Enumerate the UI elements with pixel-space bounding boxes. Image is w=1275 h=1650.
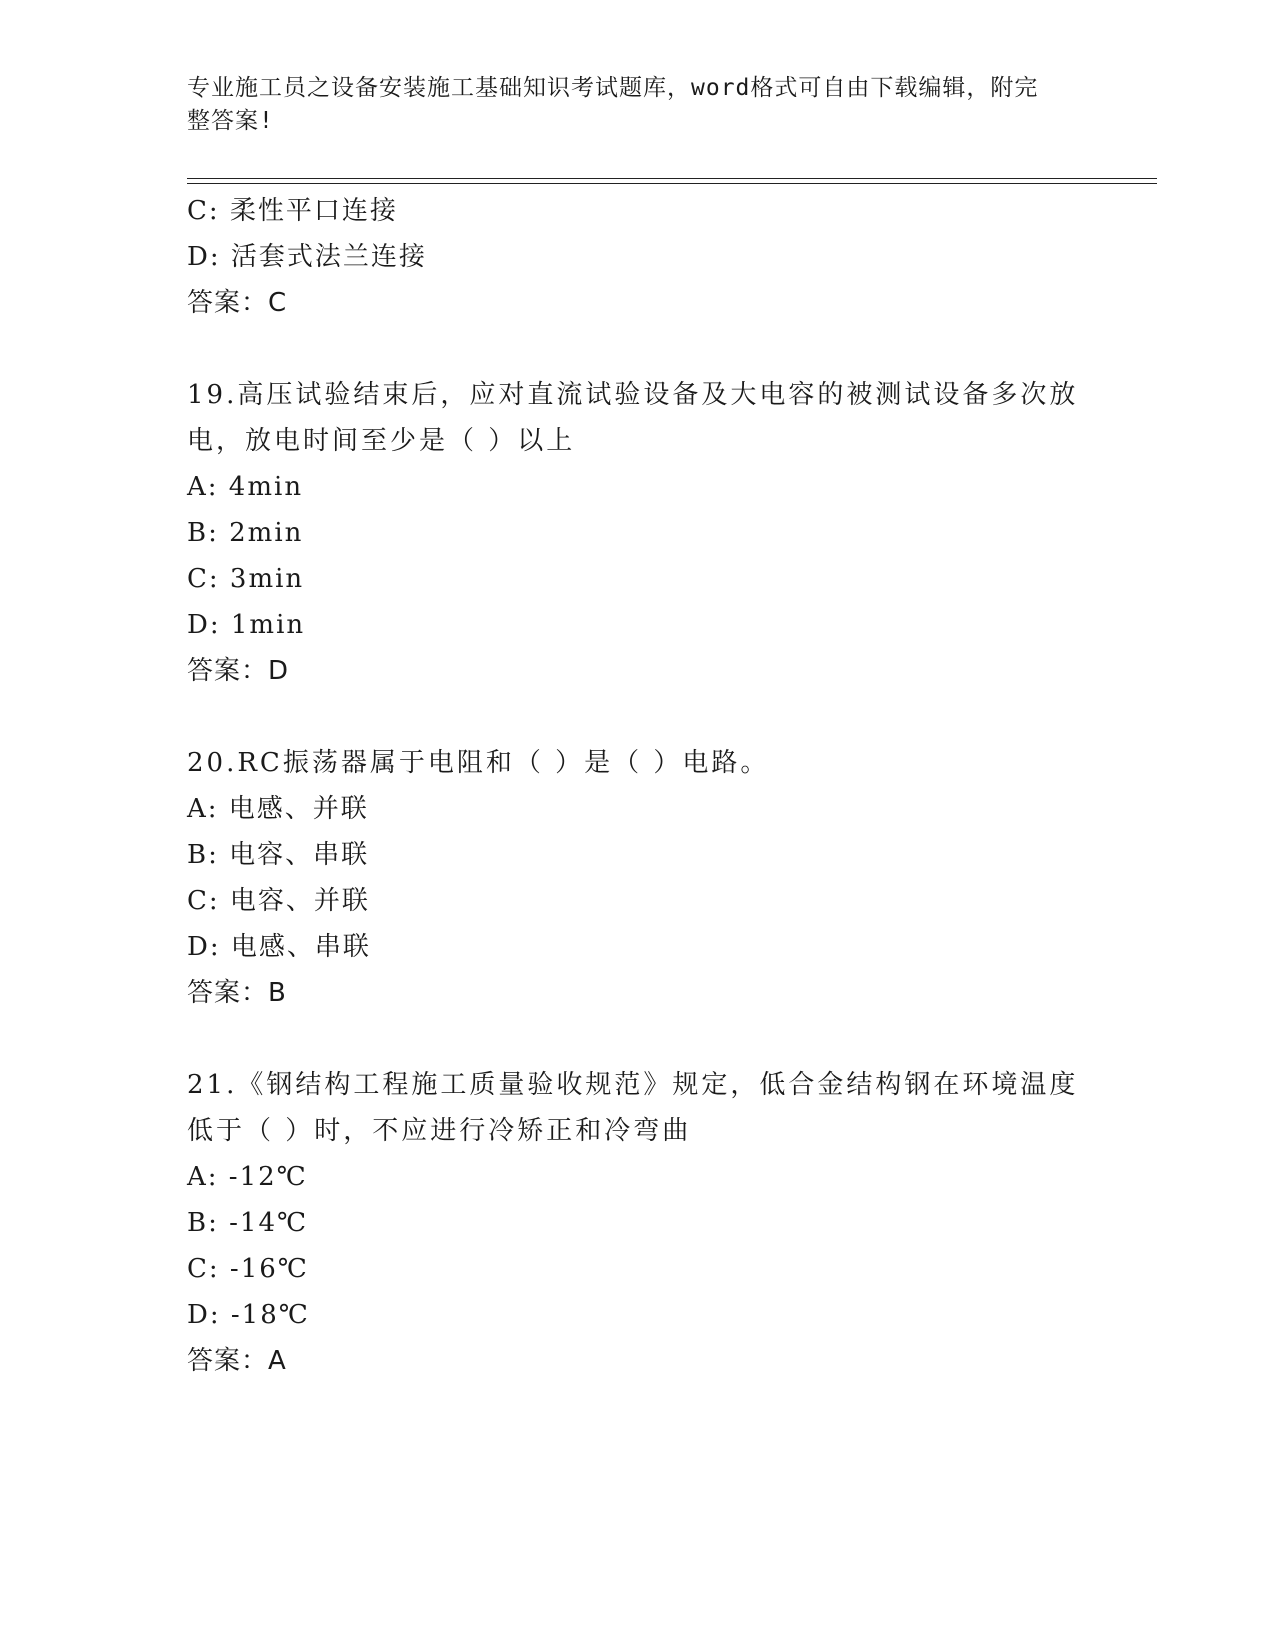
header-line-1: 专业施工员之设备安装施工基础知识考试题库，word格式可自由下载编辑，附完 — [187, 75, 1039, 101]
spacer — [187, 694, 1087, 740]
question-stem: 21.《钢结构工程施工质量验收规范》规定，低合金结构钢在环境温度 — [187, 1070, 1079, 1100]
question-stem: 19.高压试验结束后，应对直流试验设备及大电容的被测试设备多次放 — [187, 380, 1079, 410]
spacer — [187, 1016, 1087, 1062]
option-d: D: 电感、串联 — [187, 932, 371, 962]
option-b: B: 2min — [187, 518, 304, 548]
question-18 — [187, 188, 1087, 326]
option-a: A: -12℃ — [187, 1162, 308, 1192]
question-21 — [187, 1062, 1087, 1384]
question-stem-continued: 电，放电时间至少是（ ）以上 — [187, 426, 576, 456]
option-d: D: -18℃ — [187, 1300, 310, 1330]
question-list — [187, 188, 1087, 1384]
document-header — [187, 72, 1067, 138]
option-a: A: 电感、并联 — [187, 794, 369, 824]
option-b: B: -14℃ — [187, 1208, 309, 1238]
question-19 — [187, 372, 1087, 694]
header-line-2: 整答案! — [187, 108, 274, 134]
question-stem-continued: 低于（ ）时，不应进行冷矫正和冷弯曲 — [187, 1116, 692, 1146]
option-c: C: 电容、并联 — [187, 886, 370, 916]
option-c: C: 3min — [187, 564, 305, 594]
answer-line: 答案：C — [187, 288, 288, 318]
option-a: A: 4min — [187, 472, 304, 502]
option-b: B: 电容、串联 — [187, 840, 370, 870]
answer-line: 答案：D — [187, 656, 290, 686]
answer-line: 答案：A — [187, 1346, 287, 1376]
header-divider-top — [187, 178, 1157, 179]
question-20 — [187, 740, 1087, 1016]
option-c: C: -16℃ — [187, 1254, 309, 1284]
question-stem: 20.RC振荡器属于电阻和（ ）是（ ）电路。 — [187, 748, 770, 778]
option-c: C: 柔性平口连接 — [187, 196, 398, 226]
spacer — [187, 326, 1087, 372]
header-divider-bottom — [187, 183, 1157, 184]
answer-line: 答案：B — [187, 978, 287, 1008]
option-d: D: 1min — [187, 610, 306, 640]
option-d: D: 活套式法兰连接 — [187, 242, 427, 272]
